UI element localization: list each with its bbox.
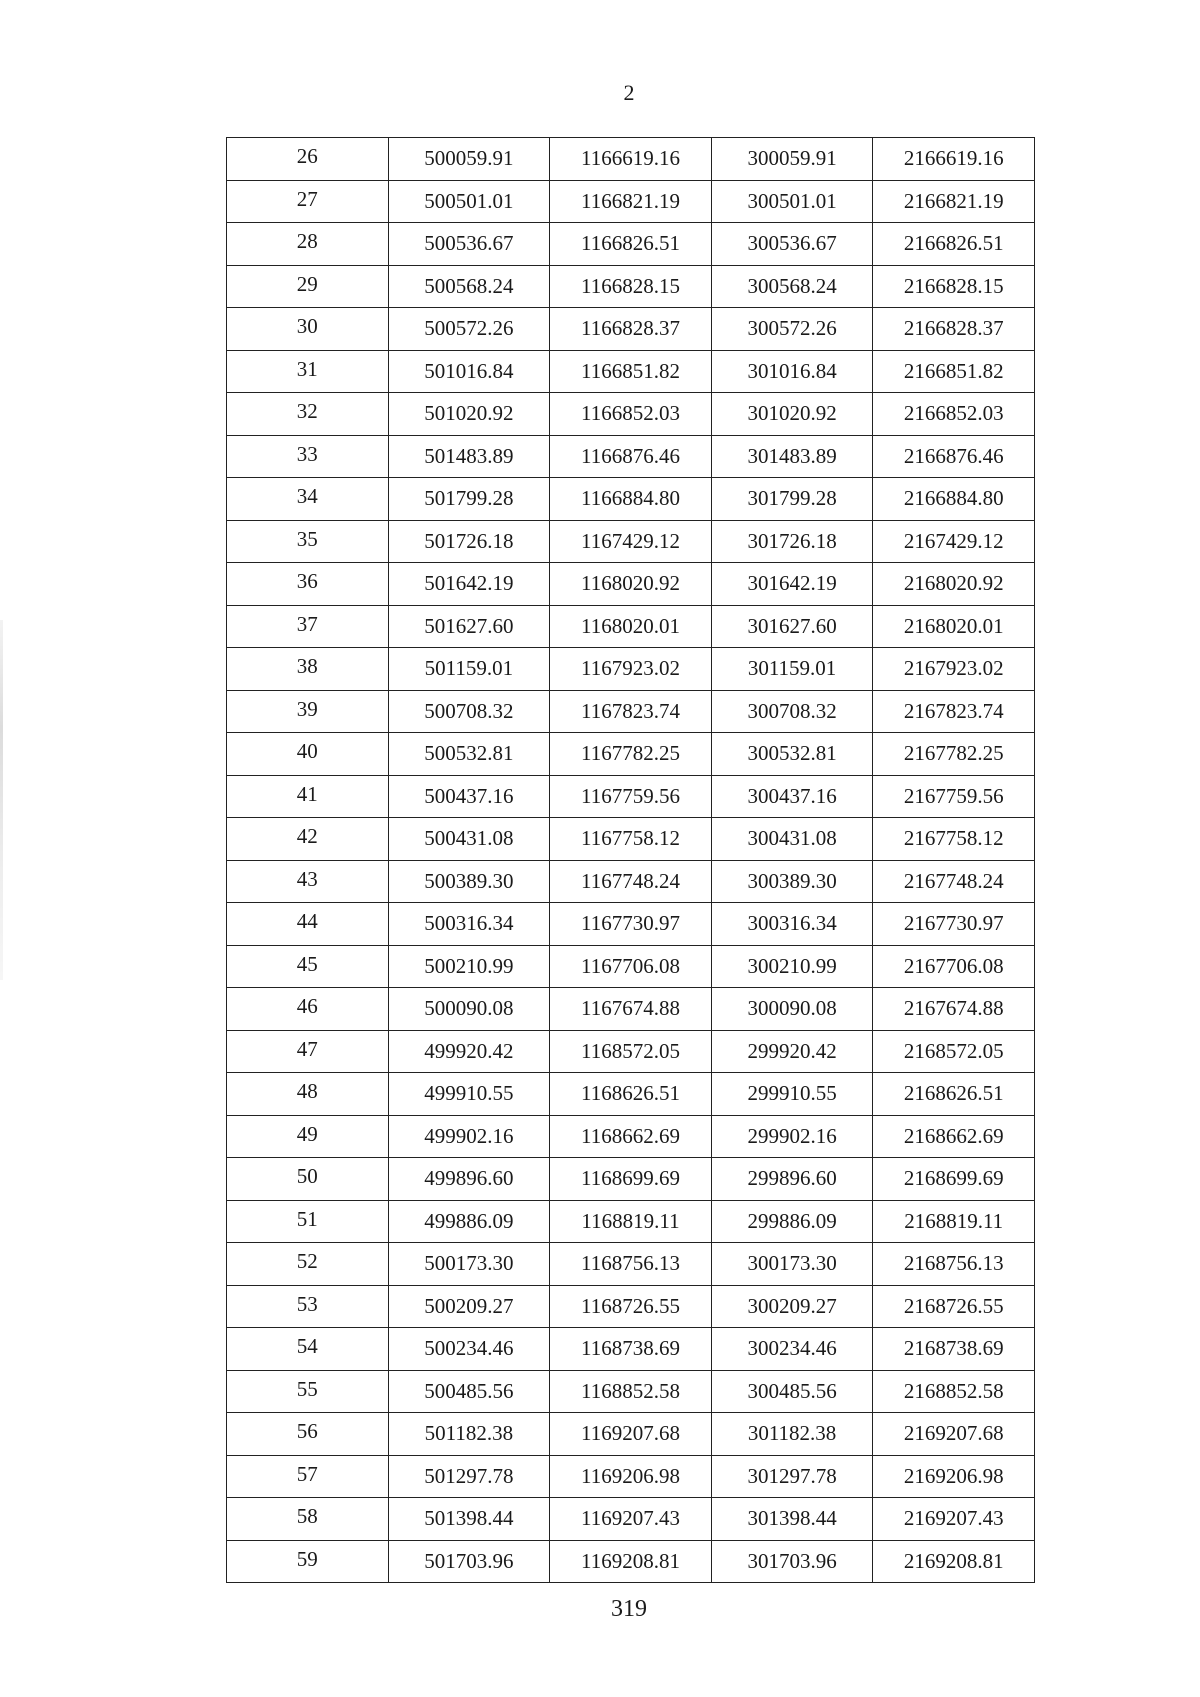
x-coordinate-cell: 501016.84 (388, 350, 550, 393)
y2-coordinate-cell: 2167730.97 (873, 903, 1035, 946)
x-coordinate-cell: 501703.96 (388, 1540, 550, 1583)
table-row (227, 945, 1035, 988)
x2-coordinate-cell: 300532.81 (711, 733, 873, 776)
table-row (227, 648, 1035, 691)
table-row (227, 1285, 1035, 1328)
x2-coordinate-cell: 300173.30 (711, 1243, 873, 1286)
y-coordinate-cell: 1168738.69 (550, 1328, 712, 1371)
y2-coordinate-cell: 2169207.68 (873, 1413, 1035, 1456)
x2-coordinate-cell: 300234.46 (711, 1328, 873, 1371)
x2-coordinate-cell: 300059.91 (711, 138, 873, 181)
x2-coordinate-cell: 301016.84 (711, 350, 873, 393)
table-row (227, 1540, 1035, 1583)
y-coordinate-cell: 1168852.58 (550, 1370, 712, 1413)
x-coordinate-cell: 500485.56 (388, 1370, 550, 1413)
x-coordinate-cell: 499910.55 (388, 1073, 550, 1116)
y-coordinate-cell: 1166619.16 (550, 138, 712, 181)
table-row (227, 138, 1035, 181)
y2-coordinate-cell: 2166828.15 (873, 265, 1035, 308)
y2-coordinate-cell: 2168662.69 (873, 1115, 1035, 1158)
table-row (227, 563, 1035, 606)
y-coordinate-cell: 1169207.43 (550, 1498, 712, 1541)
x-coordinate-cell: 500209.27 (388, 1285, 550, 1328)
x2-coordinate-cell: 301799.28 (711, 478, 873, 521)
point-number-cell: 39 (227, 690, 389, 733)
y-coordinate-cell: 1167730.97 (550, 903, 712, 946)
y-coordinate-cell: 1167706.08 (550, 945, 712, 988)
x2-coordinate-cell: 301726.18 (711, 520, 873, 563)
x2-coordinate-cell: 300501.01 (711, 180, 873, 223)
x-coordinate-cell: 501726.18 (388, 520, 550, 563)
point-number-cell: 27 (227, 180, 389, 223)
y2-coordinate-cell: 2166821.19 (873, 180, 1035, 223)
table-row (227, 1370, 1035, 1413)
y2-coordinate-cell: 2166852.03 (873, 393, 1035, 436)
x2-coordinate-cell: 299910.55 (711, 1073, 873, 1116)
y2-coordinate-cell: 2169206.98 (873, 1455, 1035, 1498)
point-number-cell: 48 (227, 1073, 389, 1116)
y2-coordinate-cell: 2168572.05 (873, 1030, 1035, 1073)
x2-coordinate-cell: 300090.08 (711, 988, 873, 1031)
table-row (227, 180, 1035, 223)
x2-coordinate-cell: 299886.09 (711, 1200, 873, 1243)
y2-coordinate-cell: 2166884.80 (873, 478, 1035, 521)
point-number-cell: 44 (227, 903, 389, 946)
x-coordinate-cell: 500090.08 (388, 988, 550, 1031)
y-coordinate-cell: 1167429.12 (550, 520, 712, 563)
table-row (227, 308, 1035, 351)
table-row (227, 223, 1035, 266)
table-row (227, 733, 1035, 776)
point-number-cell: 28 (227, 223, 389, 266)
y-coordinate-cell: 1167823.74 (550, 690, 712, 733)
y-coordinate-cell: 1168662.69 (550, 1115, 712, 1158)
y-coordinate-cell: 1168572.05 (550, 1030, 712, 1073)
point-number-cell: 57 (227, 1455, 389, 1498)
point-number-cell: 33 (227, 435, 389, 478)
y2-coordinate-cell: 2167923.02 (873, 648, 1035, 691)
table-row (227, 1200, 1035, 1243)
point-number-cell: 26 (227, 138, 389, 181)
y2-coordinate-cell: 2168020.01 (873, 605, 1035, 648)
table-row (227, 520, 1035, 563)
x2-coordinate-cell: 300568.24 (711, 265, 873, 308)
y-coordinate-cell: 1168819.11 (550, 1200, 712, 1243)
x2-coordinate-cell: 301182.38 (711, 1413, 873, 1456)
x-coordinate-cell: 499902.16 (388, 1115, 550, 1158)
x2-coordinate-cell: 301483.89 (711, 435, 873, 478)
x-coordinate-cell: 500437.16 (388, 775, 550, 818)
x-coordinate-cell: 499896.60 (388, 1158, 550, 1201)
x2-coordinate-cell: 300437.16 (711, 775, 873, 818)
y2-coordinate-cell: 2167758.12 (873, 818, 1035, 861)
x2-coordinate-cell: 300536.67 (711, 223, 873, 266)
y2-coordinate-cell: 2166876.46 (873, 435, 1035, 478)
y-coordinate-cell: 1167759.56 (550, 775, 712, 818)
x-coordinate-cell: 500708.32 (388, 690, 550, 733)
table-row (227, 988, 1035, 1031)
y-coordinate-cell: 1168626.51 (550, 1073, 712, 1116)
y-coordinate-cell: 1166851.82 (550, 350, 712, 393)
point-number-cell: 34 (227, 478, 389, 521)
y2-coordinate-cell: 2166851.82 (873, 350, 1035, 393)
x2-coordinate-cell: 300431.08 (711, 818, 873, 861)
y-coordinate-cell: 1166828.37 (550, 308, 712, 351)
point-number-cell: 59 (227, 1540, 389, 1583)
y2-coordinate-cell: 2168726.55 (873, 1285, 1035, 1328)
point-number-cell: 53 (227, 1285, 389, 1328)
x2-coordinate-cell: 301159.01 (711, 648, 873, 691)
table-row (227, 1328, 1035, 1371)
x-coordinate-cell: 500389.30 (388, 860, 550, 903)
x-coordinate-cell: 501398.44 (388, 1498, 550, 1541)
table-row (227, 393, 1035, 436)
x-coordinate-cell: 500431.08 (388, 818, 550, 861)
point-number-cell: 50 (227, 1158, 389, 1201)
table-row (227, 1455, 1035, 1498)
x2-coordinate-cell: 299902.16 (711, 1115, 873, 1158)
table-row (227, 690, 1035, 733)
x-coordinate-cell: 499886.09 (388, 1200, 550, 1243)
point-number-cell: 43 (227, 860, 389, 903)
scan-edge-shadow (0, 620, 3, 980)
y2-coordinate-cell: 2166828.37 (873, 308, 1035, 351)
table-row (227, 1115, 1035, 1158)
x-coordinate-cell: 501483.89 (388, 435, 550, 478)
coordinates-table (226, 137, 1035, 1583)
point-number-cell: 54 (227, 1328, 389, 1371)
x2-coordinate-cell: 300389.30 (711, 860, 873, 903)
y-coordinate-cell: 1167758.12 (550, 818, 712, 861)
y-coordinate-cell: 1168699.69 (550, 1158, 712, 1201)
x-coordinate-cell: 500568.24 (388, 265, 550, 308)
point-number-cell: 45 (227, 945, 389, 988)
y2-coordinate-cell: 2168020.92 (873, 563, 1035, 606)
x2-coordinate-cell: 300485.56 (711, 1370, 873, 1413)
y2-coordinate-cell: 2167782.25 (873, 733, 1035, 776)
x2-coordinate-cell: 301642.19 (711, 563, 873, 606)
table-row (227, 1413, 1035, 1456)
table-row (227, 435, 1035, 478)
x-coordinate-cell: 500536.67 (388, 223, 550, 266)
y-coordinate-cell: 1168020.01 (550, 605, 712, 648)
x2-coordinate-cell: 300210.99 (711, 945, 873, 988)
y2-coordinate-cell: 2168852.58 (873, 1370, 1035, 1413)
x-coordinate-cell: 501182.38 (388, 1413, 550, 1456)
x-coordinate-cell: 500316.34 (388, 903, 550, 946)
table-row (227, 903, 1035, 946)
page-number-top: 2 (623, 80, 635, 105)
x2-coordinate-cell: 300708.32 (711, 690, 873, 733)
x-coordinate-cell: 500234.46 (388, 1328, 550, 1371)
y2-coordinate-cell: 2168738.69 (873, 1328, 1035, 1371)
y-coordinate-cell: 1166821.19 (550, 180, 712, 223)
x-coordinate-cell: 499920.42 (388, 1030, 550, 1073)
table-row (227, 860, 1035, 903)
y2-coordinate-cell: 2167706.08 (873, 945, 1035, 988)
table-row (227, 265, 1035, 308)
point-number-cell: 58 (227, 1498, 389, 1541)
table-row (227, 1498, 1035, 1541)
y2-coordinate-cell: 2168756.13 (873, 1243, 1035, 1286)
table-row (227, 1158, 1035, 1201)
table-row (227, 1073, 1035, 1116)
point-number-cell: 31 (227, 350, 389, 393)
page-number-bottom: 319 (611, 1596, 647, 1622)
table-row (227, 478, 1035, 521)
x2-coordinate-cell: 300316.34 (711, 903, 873, 946)
point-number-cell: 46 (227, 988, 389, 1031)
y-coordinate-cell: 1166826.51 (550, 223, 712, 266)
point-number-cell: 51 (227, 1200, 389, 1243)
table-row (227, 818, 1035, 861)
point-number-cell: 29 (227, 265, 389, 308)
x2-coordinate-cell: 301703.96 (711, 1540, 873, 1583)
y2-coordinate-cell: 2168699.69 (873, 1158, 1035, 1201)
y-coordinate-cell: 1167674.88 (550, 988, 712, 1031)
x2-coordinate-cell: 301020.92 (711, 393, 873, 436)
y2-coordinate-cell: 2169208.81 (873, 1540, 1035, 1583)
x-coordinate-cell: 501627.60 (388, 605, 550, 648)
y-coordinate-cell: 1168020.92 (550, 563, 712, 606)
y2-coordinate-cell: 2167748.24 (873, 860, 1035, 903)
table-body (227, 138, 1035, 1583)
y2-coordinate-cell: 2166826.51 (873, 223, 1035, 266)
x2-coordinate-cell: 301627.60 (711, 605, 873, 648)
x-coordinate-cell: 500572.26 (388, 308, 550, 351)
x-coordinate-cell: 500532.81 (388, 733, 550, 776)
point-number-cell: 42 (227, 818, 389, 861)
point-number-cell: 38 (227, 648, 389, 691)
y-coordinate-cell: 1166828.15 (550, 265, 712, 308)
point-number-cell: 35 (227, 520, 389, 563)
point-number-cell: 47 (227, 1030, 389, 1073)
x-coordinate-cell: 501020.92 (388, 393, 550, 436)
x-coordinate-cell: 500501.01 (388, 180, 550, 223)
table-row (227, 1243, 1035, 1286)
point-number-cell: 30 (227, 308, 389, 351)
x2-coordinate-cell: 299896.60 (711, 1158, 873, 1201)
table-row (227, 1030, 1035, 1073)
x2-coordinate-cell: 299920.42 (711, 1030, 873, 1073)
table-row (227, 350, 1035, 393)
x-coordinate-cell: 501642.19 (388, 563, 550, 606)
table-row (227, 605, 1035, 648)
y-coordinate-cell: 1169206.98 (550, 1455, 712, 1498)
x-coordinate-cell: 500059.91 (388, 138, 550, 181)
y2-coordinate-cell: 2167674.88 (873, 988, 1035, 1031)
y-coordinate-cell: 1169207.68 (550, 1413, 712, 1456)
x-coordinate-cell: 501799.28 (388, 478, 550, 521)
y2-coordinate-cell: 2169207.43 (873, 1498, 1035, 1541)
y2-coordinate-cell: 2167823.74 (873, 690, 1035, 733)
y-coordinate-cell: 1166852.03 (550, 393, 712, 436)
x2-coordinate-cell: 301398.44 (711, 1498, 873, 1541)
y-coordinate-cell: 1167782.25 (550, 733, 712, 776)
y2-coordinate-cell: 2167429.12 (873, 520, 1035, 563)
point-number-cell: 52 (227, 1243, 389, 1286)
y-coordinate-cell: 1168756.13 (550, 1243, 712, 1286)
x2-coordinate-cell: 301297.78 (711, 1455, 873, 1498)
point-number-cell: 32 (227, 393, 389, 436)
y2-coordinate-cell: 2166619.16 (873, 138, 1035, 181)
point-number-cell: 41 (227, 775, 389, 818)
table-row (227, 775, 1035, 818)
x-coordinate-cell: 501159.01 (388, 648, 550, 691)
y-coordinate-cell: 1167748.24 (550, 860, 712, 903)
x2-coordinate-cell: 300572.26 (711, 308, 873, 351)
y-coordinate-cell: 1167923.02 (550, 648, 712, 691)
point-number-cell: 37 (227, 605, 389, 648)
point-number-cell: 36 (227, 563, 389, 606)
x2-coordinate-cell: 300209.27 (711, 1285, 873, 1328)
point-number-cell: 55 (227, 1370, 389, 1413)
y2-coordinate-cell: 2168819.11 (873, 1200, 1035, 1243)
y2-coordinate-cell: 2167759.56 (873, 775, 1035, 818)
y-coordinate-cell: 1166884.80 (550, 478, 712, 521)
x-coordinate-cell: 500173.30 (388, 1243, 550, 1286)
y2-coordinate-cell: 2168626.51 (873, 1073, 1035, 1116)
y-coordinate-cell: 1169208.81 (550, 1540, 712, 1583)
x-coordinate-cell: 501297.78 (388, 1455, 550, 1498)
y-coordinate-cell: 1168726.55 (550, 1285, 712, 1328)
x-coordinate-cell: 500210.99 (388, 945, 550, 988)
point-number-cell: 49 (227, 1115, 389, 1158)
point-number-cell: 40 (227, 733, 389, 776)
point-number-cell: 56 (227, 1413, 389, 1456)
y-coordinate-cell: 1166876.46 (550, 435, 712, 478)
